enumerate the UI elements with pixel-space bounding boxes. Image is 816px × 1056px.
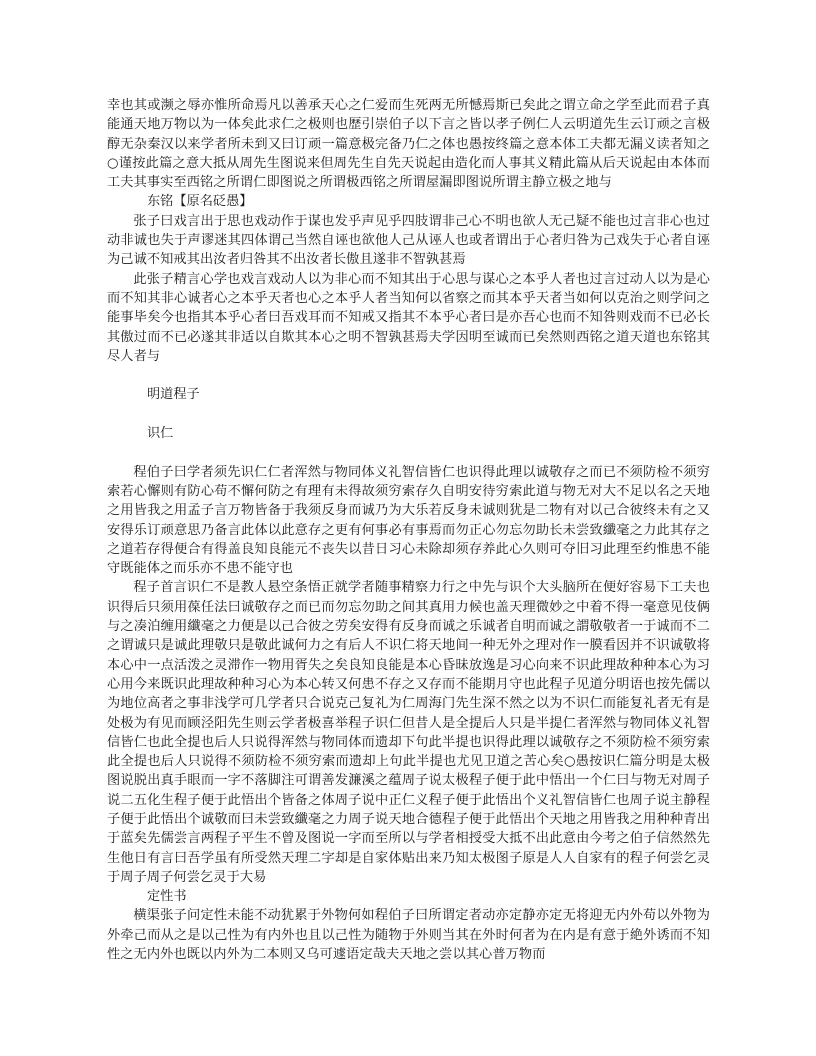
section-heading-dongming: 东铭【原名砭愚】 — [147, 194, 253, 210]
paragraph-shiren-text: 程伯子曰学者须先识仁仁者浑然与物同体义礼智信皆仁也识得此理以诚敬存之而已不须防检不须穷索若心懈则有防心苟不懈何防之有理有未得故须穷索存久自明安待穷索此道与物无对大不足以名之天地之用皆我之用孟子言万物皆备于我须反身而诚乃为大乐若反身未诚则犹是二物有对以己合彼终未有之又安得乐订顽意思乃备言此体以此意存之更有何事必有事焉而勿正心勿忘勿助长未尝致纖毫之力此其存之之道若存得便合有得盖良知良能元不丧失以昔日习心未除却须存养此心久则可夺旧习此理至约惟患不能守既能体之而乐亦不患不能守也 — [107, 464, 710, 577]
paragraph-dingxingshu-text: 横渠张子问定性未能不动犹累于外物何如程伯子曰所谓定者动亦定静亦定无将迎无内外苟以外物为外牵己而从之是以己性为有内外也且以己性为随物于外则当其在外时何者为在内是有意于絶外诱而不知性之无内外也既以内外为二本则又乌可遽语定哉夫天地之尝以其心普万物而 — [107, 908, 710, 963]
blank-line — [107, 366, 710, 385]
blank-line — [107, 443, 710, 462]
paragraph-dongming-text: 张子曰戏言出于思也戏动作于谋也发乎声见乎四肢谓非己心不明也欲人无己疑不能也过言非心也过动非诚也失于声谬迷其四体谓己当然自诬也欲他人己从诬人也或者谓出于心者归咎为己戏失于心者自诬为己诚不知戒其出汝者归咎其不出汝者长傲且遂非不智孰甚焉 — [107, 213, 710, 268]
paragraph-dongming-commentary: 此张子精言心学也戏言戏动人以为非心而不知其出于心思与谋心之本乎人者也过言过动人以为是心而不知其非心诚者心之本乎天者也心之本乎人者当知何以省察之而其本乎天者当如何以克治之则学问之能事毕矣今也指其本乎心者曰吾戏耳而不知戒又指其不本乎心者曰是亦吾心也而不知咎则戏而不已必长其傲过而不已必遂其非适以自欺其本心之明不智孰甚焉夫学因明至诚而已矣然则西铭之道天道也东铭其尽人者与 — [107, 271, 710, 364]
paragraph-shiren-commentary: 程子首言识仁不是教人悬空条悟正就学者随事精察力行之中先与识个大头脑所在便好容易下工夫也识得后只须用葆任法曰诚敬存之而已而勿忘勿助之间其真用力候也盖天理微妙之中着不得一毫意见伎俩与之凑泊缠用纖毫之力便是以己合彼之劳矣安得有反身而诚之乐诚者自明而诚之謂敬敬者一于诚而不二之谓诚只是诚此理敬只是敬此诚何力之有后人不识仁将天地间一种无外之理对作一膜看因并不识诚敬将本心中一点活泼之灵滞作一物用胥失之矣良知良能是本心昏昧放逸是习心向来不识此理故种种本心为习心用今来既识此理故种种习心为本心转又何患不存之又存而不能期月守也此程子见道分明语也按先儒以为地位高者之事非浅学可几学者只合说克己复礼为仁周海门先生深不然之以为不识仁而能复礼者无有是处极为有见而顾泾阳先生则云学者极喜举程子识仁但昔人是全提后人只是半提仁者浑然与物同体义礼智信皆仁也此全提也后人只说得浑然与物同体而遗却下句此半提也识得此理以诚敬存之不须防检不须穷索此全提也后人只说得不须防检不须穷索而遗却上句此半提也尤见卫道之苦心矣○愚按识仁篇分明是太极图说脱出真手眼而一字不落脚注可谓善发濂溪之蕴周子说太极程子便于此中悟出一个仁曰与物无对周子说二五化生程子便于此悟出个皆备之体周子说中正仁义程子便于此悟出个义礼智信皆仁也周子说主静程子便于此悟出个诚敬而曰未尝致纖毫之力周子说天地合德程子便于此悟出个天地之用皆我之用种种青出于蓝矣先儒尝言两程子平生不曾及图说一字而至所以与学者相授受大抵不出此意由今考之伯子信然然先生他日有言曰吾学虽有所受然天理二字却是自家体贴出来乃知太极图子原是人人自家有的程子何尝乞灵于周子周子何尝乞灵于大易 — [107, 580, 710, 885]
paragraph-ximing-commentary: 幸也其或濒之辱亦惟所命焉凡以善承天心之仁爱而生死两无所憾焉斯已矣此之谓立命之学至此而君子真能通天地万物以为一体矣此求仁之极则也歷引崇伯子以下言之皆以孝子例仁人云明道先生云订顽之言极醇无杂秦汉以来学者所未到又曰订顽一篇意极完备乃仁之体也愚按终篇之意本体工夫都无漏义读者知之○谨按此篇之意大抵从周先生图说来但周先生自先天说起由造化而人事其义精此篇从后天说起由本体而工夫其事实至西铭之所谓仁即图说之所谓极西铭之所谓屋漏即图说所谓主静立极之地与 — [107, 98, 710, 191]
section-heading-shiren: 识仁 — [147, 426, 174, 442]
section-heading-dingxingshu: 定性书 — [147, 889, 187, 905]
blank-line — [107, 405, 710, 424]
document-page — [107, 96, 710, 964]
section-heading-mingdao-chengzi: 明道程子 — [147, 387, 200, 403]
